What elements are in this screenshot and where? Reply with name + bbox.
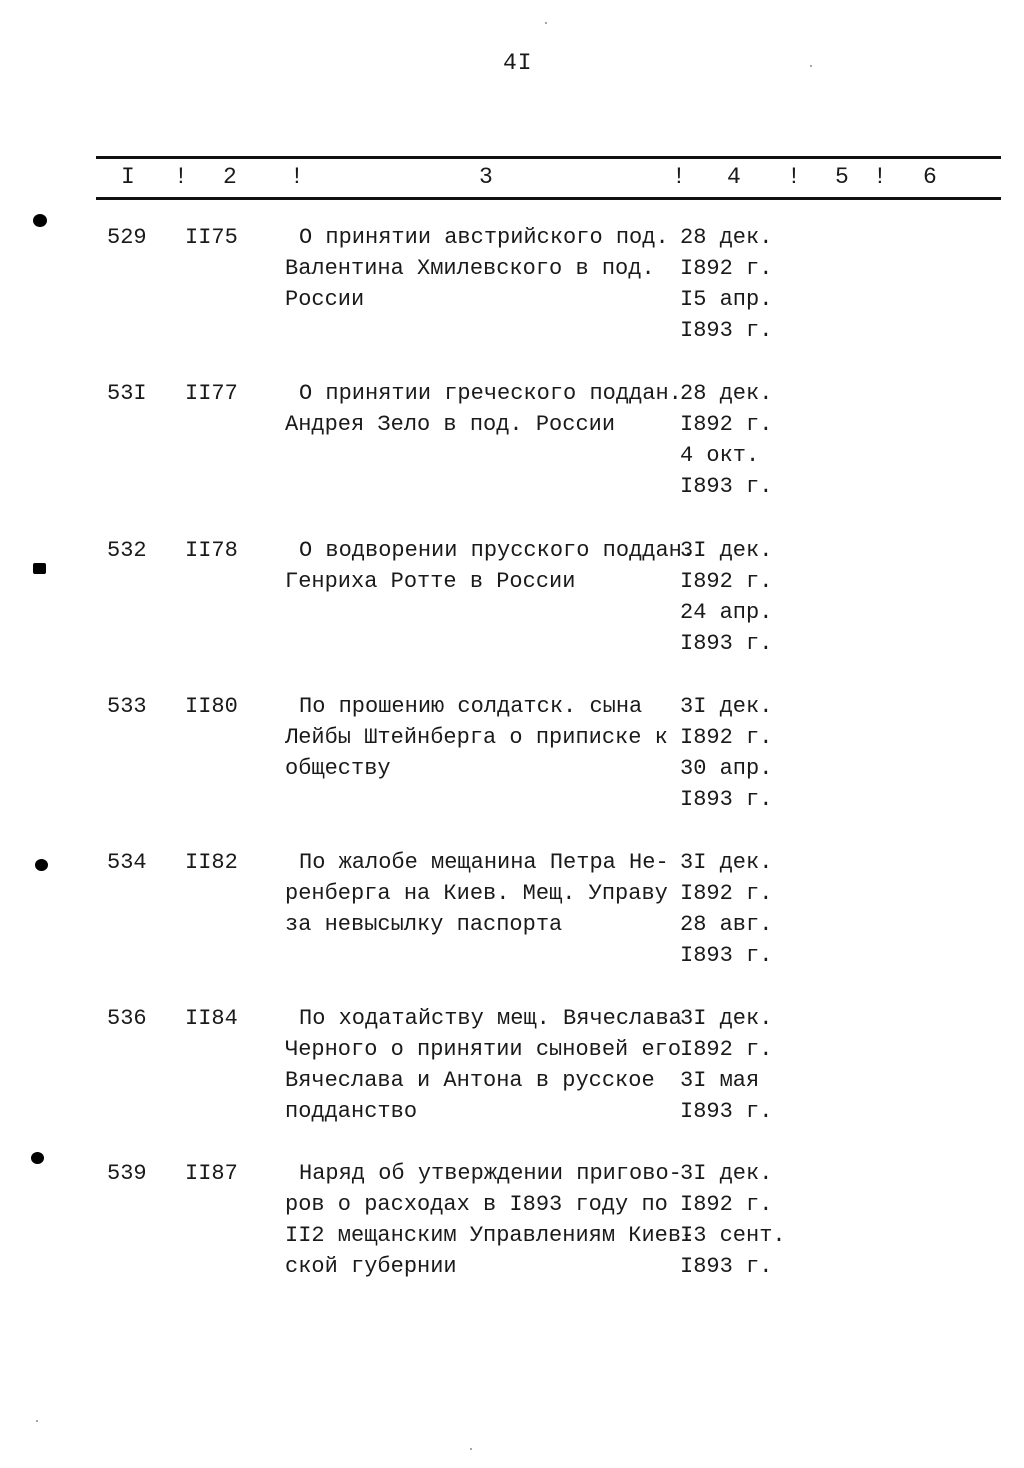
date-line: 3I дек. <box>680 1006 773 1031</box>
date-line: I3 сент. <box>680 1223 786 1248</box>
case-number: II78 <box>185 538 238 563</box>
case-title <box>285 535 695 597</box>
date-line: I892 г. <box>680 569 773 594</box>
punch-hole-icon <box>31 1152 44 1164</box>
column-header-I: I <box>121 164 135 190</box>
case-title-line: за невысылку паспорта <box>285 912 563 937</box>
case-title-line: По прошению солдатск. сына <box>299 694 643 719</box>
date-line: 3I дек. <box>680 850 773 875</box>
column-header-6: 6 <box>923 164 937 190</box>
column-separator: ! <box>787 164 801 190</box>
case-title-line: Наряд об утверждении пригово- <box>299 1161 682 1186</box>
date-line: I892 г. <box>680 1037 773 1062</box>
case-title-line: По жалобе мещанина Петра Не- <box>299 850 669 875</box>
date-range <box>680 1158 786 1282</box>
date-line: I893 г. <box>680 631 773 656</box>
case-title <box>285 691 668 784</box>
column-separator: ! <box>672 164 686 190</box>
speck <box>470 1448 472 1450</box>
row-number: 539 <box>107 1161 147 1186</box>
row-number: 534 <box>107 850 147 875</box>
header-rule-bottom <box>96 197 1001 200</box>
date-range <box>680 222 772 346</box>
case-number: II82 <box>185 850 238 875</box>
case-number: II77 <box>185 381 238 406</box>
row-number: 529 <box>107 225 147 250</box>
date-range <box>680 535 772 659</box>
row-number: 53I <box>107 381 147 406</box>
column-separator: ! <box>873 164 887 190</box>
case-number: II75 <box>185 225 238 250</box>
column-header-3: 3 <box>479 164 493 190</box>
case-title-line: По ходатайству мещ. Вячеслава <box>299 1006 682 1031</box>
case-number: II84 <box>185 1006 238 1031</box>
speck <box>810 65 812 67</box>
date-line: 3I мая <box>680 1068 760 1093</box>
case-title <box>285 1158 694 1282</box>
date-line: I892 г. <box>680 725 773 750</box>
row-number: 532 <box>107 538 147 563</box>
case-title <box>285 1003 682 1127</box>
date-line: 3I дек. <box>680 538 773 563</box>
case-title-line: Генриха Ротте в России <box>285 569 576 594</box>
case-title <box>285 847 669 940</box>
case-title-line: Андрея Зело в под. России <box>285 412 616 437</box>
case-title-line: Вячеслава и Антона в русское <box>285 1068 655 1093</box>
case-title-line: Лейбы Штейнберга о приписке к <box>285 725 668 750</box>
date-line: I5 апр. <box>680 287 773 312</box>
date-line: I893 г. <box>680 474 773 499</box>
column-header-2: 2 <box>223 164 237 190</box>
row-number: 536 <box>107 1006 147 1031</box>
case-title-line: ренберга на Киев. Мещ. Управу <box>285 881 668 906</box>
case-title-line: II2 мещанским Управлениям Киев- <box>285 1223 695 1248</box>
page-number: 4I <box>503 50 533 76</box>
date-range <box>680 691 772 815</box>
date-line: I893 г. <box>680 943 773 968</box>
punch-hole-icon <box>35 859 48 871</box>
case-title-line: обществу <box>285 756 391 781</box>
case-title-line: Валентина Хмилевского в под. <box>285 256 655 281</box>
case-title-line: России <box>285 287 365 312</box>
speck <box>36 1420 38 1422</box>
date-line: 28 дек. <box>680 225 773 250</box>
column-separator: ! <box>174 164 188 190</box>
date-line: I893 г. <box>680 1099 773 1124</box>
case-number: II87 <box>185 1161 238 1186</box>
column-header-5: 5 <box>835 164 849 190</box>
speck <box>545 22 547 24</box>
header-rule-top <box>96 156 1001 159</box>
date-range <box>680 847 772 971</box>
column-separator: ! <box>290 164 304 190</box>
case-title-line: О принятии австрийского под. <box>299 225 669 250</box>
date-line: 24 апр. <box>680 600 773 625</box>
case-title-line: Черного о принятии сыновей его <box>285 1037 682 1062</box>
case-number: II80 <box>185 694 238 719</box>
date-line: I893 г. <box>680 318 773 343</box>
date-line: I892 г. <box>680 1192 773 1217</box>
punch-hole-icon <box>33 563 46 574</box>
case-title-line: О водворении прусского поддан. <box>299 538 696 563</box>
row-number: 533 <box>107 694 147 719</box>
date-line: I892 г. <box>680 412 773 437</box>
punch-hole-icon <box>33 214 47 227</box>
date-line: 3I дек. <box>680 1161 773 1186</box>
date-line: I892 г. <box>680 256 773 281</box>
case-title-line: ской губернии <box>285 1254 457 1279</box>
date-range <box>680 1003 772 1127</box>
date-line: I892 г. <box>680 881 773 906</box>
date-line: 28 дек. <box>680 381 773 406</box>
case-title-line: ров о расходах в I893 году по <box>285 1192 668 1217</box>
date-line: 28 авг. <box>680 912 773 937</box>
date-range <box>680 378 772 502</box>
date-line: I893 г. <box>680 787 773 812</box>
date-line: 4 окт. <box>680 443 760 468</box>
date-line: I893 г. <box>680 1254 773 1279</box>
date-line: 30 апр. <box>680 756 773 781</box>
case-title <box>285 378 682 440</box>
case-title-line: О принятии греческого поддан. <box>299 381 682 406</box>
date-line: 3I дек. <box>680 694 773 719</box>
case-title-line: подданство <box>285 1099 418 1124</box>
case-title <box>285 222 669 315</box>
column-header-4: 4 <box>727 164 741 190</box>
